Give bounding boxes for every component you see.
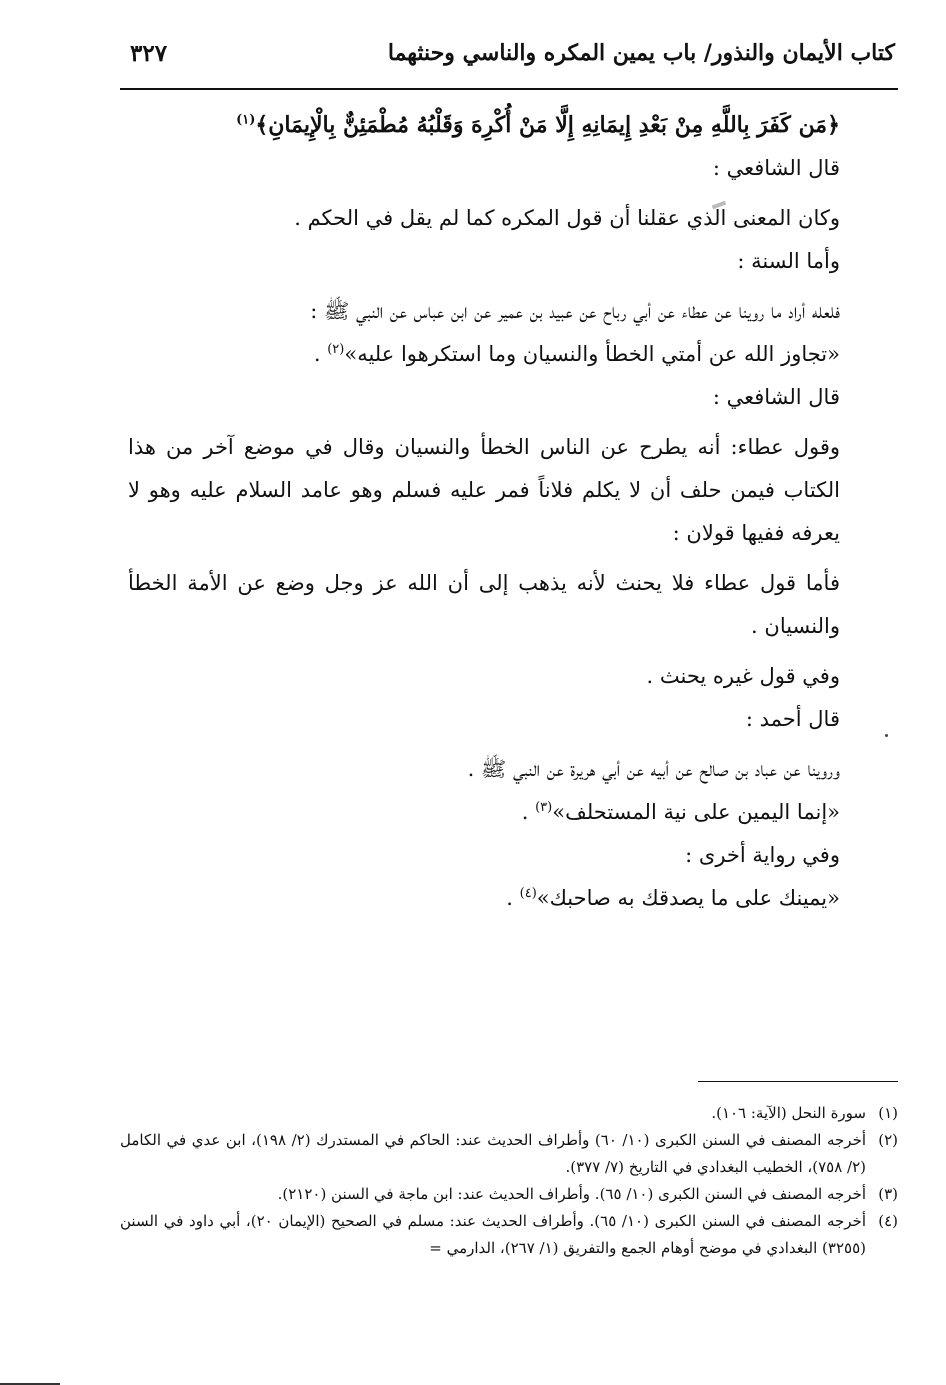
footnote [120, 1181, 898, 1208]
footnote [120, 1127, 898, 1181]
hadith-text: «إنما اليمين على نية المستحلف» [552, 800, 840, 824]
footnote-text: أخرجه المصنف في السنن الكبرى (١٠/ ٦٥). وأطراف الحديث عند: ابن ماجة في السنن (٢١٢٠). [277, 1185, 866, 1203]
punctuation: . [506, 886, 520, 910]
footnote-text: سورة النحل (الآية: ١٠٦). [711, 1104, 866, 1122]
footnote-text: أخرجه المصنف في السنن الكبرى (١٠/ ٦٠) وأطراف الحديث عند: الحاكم في المستدرك (٢/ ١٩٨)، ابن عدي في الكامل (٢/ ٧٥٨)، الخطيب البغدادي في التاريخ (٧/ ٣٧٧). [120, 1131, 867, 1176]
paragraph: وأما السنة : [737, 249, 840, 273]
header-title: كتاب الأيمان والنذور/ باب يمين المكره والناسي وحنثهما [387, 40, 895, 66]
paragraph: وكان المعنى الذي عقلنا أن قول المكره كما لم يقل في الحكم . [294, 206, 840, 230]
footnote-number: (٢) [878, 1131, 898, 1149]
paragraph: وقول عطاء: أنه يطرح عن الناس الخطأ والنسيان وقال في موضع آخر من هذا الكتاب فيمن حلف أن لا يكلم فلاناً فمر عليه فسلم وهو عامد السلام عليه وهو لا يعرفه ففيها قولان : [128, 435, 840, 545]
paragraph: فلعله أراد ما روينا عن عطاء عن أبي رباح عن عبيد بن عمير عن ابن عباس عن النبي ﷺ : [310, 299, 840, 323]
hadith-text: «يمينك على ما يصدقك به صاحبك» [536, 886, 840, 910]
footnotes [120, 1100, 898, 1262]
hadith-line [128, 791, 898, 834]
footnote-ref-3: (٣) [535, 800, 553, 815]
hadith-text: «تجاوز الله عن أمتي الخطأ والنسيان وما استكرهوا عليه» [344, 342, 840, 366]
footnote-text: أخرجه المصنف في السنن الكبرى (١٠/ ٦٥). وأطراف الحديث عند: مسلم في الصحيح (الإيمان ٢٠)، أبي داود في السنن (٣٢٥٥) البغدادي في موضح أوهام الجمع والتفريق (١/ ٢٦٧)، الدارمي = [120, 1212, 866, 1257]
paragraph: وفي قول غيره يحنث . [646, 664, 840, 688]
header-rule [120, 88, 898, 90]
paragraph: قال أحمد : [745, 707, 840, 731]
paragraph: فأما قول عطاء فلا يحنث لأنه يذهب إلى أن الله عز وجل وضع عن الأمة الخطأ والنسيان . [128, 571, 840, 638]
punctuation: . [521, 800, 536, 824]
paragraph: قال الشافعي : [712, 385, 840, 409]
footnote-rule [698, 1081, 898, 1082]
main-text [128, 104, 898, 920]
scan-speck [885, 734, 888, 737]
footnote-ref-4: (٤) [519, 886, 537, 901]
hadith-line [128, 877, 898, 920]
footnote-ref-1: (١) [236, 112, 256, 128]
quran-verse-line [128, 104, 898, 147]
paragraph: وروينا عن عباد بن صالح عن أبيه عن أبي هريرة عن النبي ﷺ . [467, 757, 840, 781]
footnote-number: (٤) [878, 1212, 898, 1230]
footnote-number: (٣) [878, 1185, 898, 1203]
footnote-ref-2: (٢) [327, 342, 345, 357]
paragraph: قال الشافعي : [712, 156, 840, 180]
quran-verse: ﴿مَن كَفَرَ بِاللَّهِ مِنْ بَعْدِ إِيمَانِهِ إِلَّا مَنْ أُكْرِهَ وَقَلْبُهُ مُطْمَئِنٌّ بِالْإِيمَانِ﴾ [255, 112, 840, 138]
footnote [120, 1208, 898, 1262]
footnote-number: (١) [878, 1104, 898, 1122]
running-header [120, 40, 895, 80]
punctuation: . [313, 342, 328, 366]
page-number: ٣٢٧ [130, 40, 168, 67]
paragraph: وفي رواية أخرى : [685, 843, 840, 867]
hadith-line [128, 333, 898, 376]
footnote [120, 1100, 898, 1127]
